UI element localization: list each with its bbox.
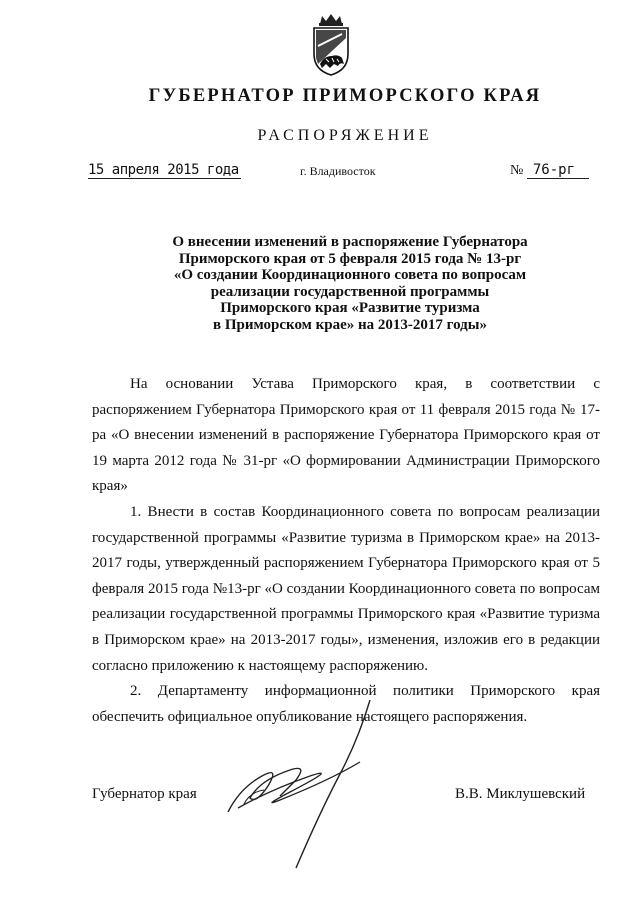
subject-line: Приморского края от 5 февраля 2015 года № 13-рг: [178, 250, 522, 267]
subject-line: реализации государственной программы: [210, 283, 490, 300]
body-paragraph: 1. Внести в состав Координационного совета по вопросам реализации государственной программы «Развитие туризма в Приморском крае» на 2013-2017 годы, утвержденный распоряжением Губернатора Приморского края от 5 февраля 2015 года №13-рг «О создании Координационного совета по вопросам реализации государственной программы Приморского края «Развитие туризма в Приморском крае» на 2013-2017 годы», изменения, изложив его в редакции согласно приложению к настоящему распоряжению.: [92, 503, 600, 674]
signatory-position: Губернатор края: [92, 786, 197, 802]
subject-line: Приморского края «Развитие туризма: [220, 300, 480, 316]
coat-of-arms-icon: [306, 12, 356, 78]
document-number: [510, 162, 589, 179]
document-date: 15 апреля 2015 года: [88, 162, 239, 178]
document-place: г. Владивосток: [300, 164, 376, 178]
organization-title: ГУБЕРНАТОР ПРИМОРСКОГО КРАЯ: [148, 86, 542, 106]
subject-line: О внесении изменений в распоряжение Губернатора: [172, 234, 528, 250]
document-body: [92, 372, 600, 730]
subject-line: «О создании Координационного совета по вопросам: [173, 267, 527, 283]
signatory-name: В.В. Миклушевский: [455, 786, 586, 802]
number-value: 76-рг: [527, 162, 589, 179]
document-type: РАСПОРЯЖЕНИЕ: [257, 127, 433, 144]
document-subject: [150, 234, 550, 333]
subject-line: в Приморском крае» на 2013-2017 годы»: [213, 316, 487, 333]
number-label: №: [510, 163, 524, 178]
body-paragraph: На основании Устава Приморского края, в соответствии с распоряжением Губернатора Приморского края от 11 февраля 2015 года № 17-ра «О внесении изменений в распоряжение Губернатора Приморского края от 19 марта 2012 года № 31-рг «О формировании Администрации Приморского края»: [92, 376, 600, 495]
body-paragraph: 2. Департаменту информационной политики Приморского края обеспечить официальное опубликование настоящего распоряжения.: [92, 683, 600, 725]
handwritten-signature-icon: [220, 700, 420, 870]
